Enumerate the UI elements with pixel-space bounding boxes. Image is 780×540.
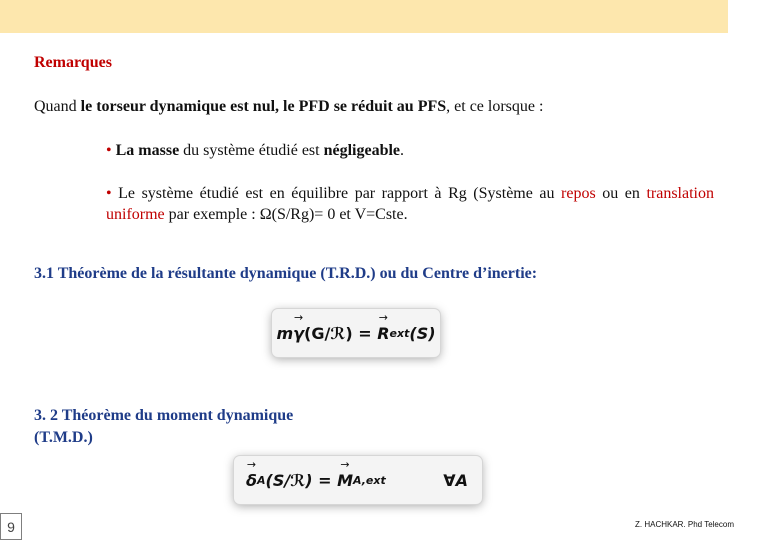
formula-trd-sub: ext [389,326,410,340]
section-tmd-title: 3. 2 Théorème du moment dynamique [34,407,294,424]
intro-suffix: , et ce lorsque : [446,98,544,115]
bullet-equilibrium [106,183,714,225]
section-tmd-abbrev: (T.M.D.) [34,429,93,446]
bullet1-bold-lead: La masse [115,142,180,159]
formula-trd-m: m [276,323,294,343]
bullet2-red-repos: repos [561,185,596,202]
formula-tmd-lhs-sub: A [257,473,266,487]
top-banner [0,0,728,33]
page-number: 9 [0,513,22,540]
bullet2-text2: ou en [595,185,647,202]
bullet-dot: • [106,185,112,202]
formula-tmd-rhs-sub: A,ext [353,473,386,487]
remarks-title: Remarques [34,54,112,71]
formula-trd-rhs-args: (S) [409,323,436,343]
bullet2-text1: Le système étudié est en équilibre par rapport à Rg (Système au [111,185,562,202]
formula-trd-gamma: → γ [293,324,304,343]
bullet-dot: • [106,142,112,159]
intro-bold: le torseur dynamique est nul, le PFD se réduit au PFS [80,98,447,115]
formula-tmd-lhs-args: (S/ℛ) = [265,470,338,490]
bullet1-bold-tail: négligeable [323,142,401,159]
formula-tmd-m: → M [337,471,353,490]
bullet2-text3: par exemple : Ω(S/Rg)= 0 et V=Cste. [164,206,408,223]
bullet1-end: . [400,142,405,159]
section-trd-title: 3.1 Théorème de la résultante dynamique (T.R.D.) ou du Centre d’inertie: [34,265,538,282]
formula-tmd [234,456,482,504]
formula-trd [272,309,440,357]
intro-prefix: Quand [34,98,81,115]
intro-sentence [34,97,543,117]
formula-tmd-forall: ∀A [443,470,468,490]
bullet-mass [106,141,404,161]
footer-author: Z. HACHKAR. Phd Telecom [635,520,734,529]
bullet1-mid: du système étudié est [179,142,324,159]
formula-trd-r: → R [377,324,389,343]
bullet2-red-translation: translation uniforme [106,185,714,223]
formula-trd-lhs-args: (G/ℛ) = [304,323,378,343]
formula-tmd-delta: → δ [246,471,257,490]
